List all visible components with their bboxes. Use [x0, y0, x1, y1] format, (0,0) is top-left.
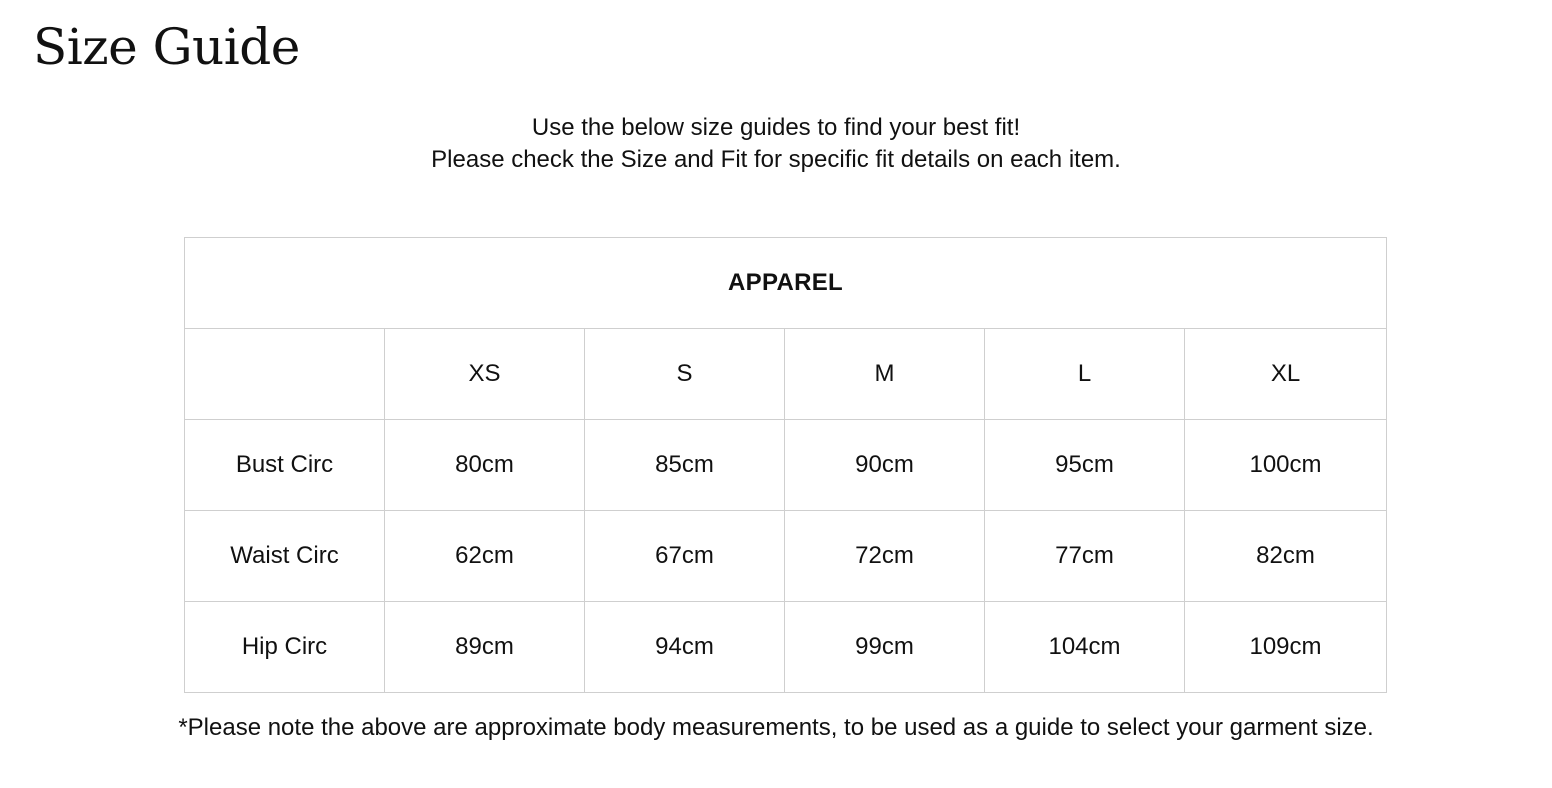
table-cell: 99cm [785, 602, 985, 693]
table-heading-row [185, 238, 1387, 329]
size-header-s: S [585, 329, 785, 420]
table-cell: 94cm [585, 602, 785, 693]
table-cell: 62cm [385, 511, 585, 602]
corner-cell [185, 329, 385, 420]
table-row [185, 511, 1387, 602]
table-cell: 95cm [985, 420, 1185, 511]
row-label: Bust Circ [185, 420, 385, 511]
table-row [185, 420, 1387, 511]
size-header-m: M [785, 329, 985, 420]
row-label: Waist Circ [185, 511, 385, 602]
table-cell: 72cm [785, 511, 985, 602]
table-cell: 89cm [385, 602, 585, 693]
table-cell: 90cm [785, 420, 985, 511]
table-cell: 85cm [585, 420, 785, 511]
table-cell: 82cm [1185, 511, 1387, 602]
table-cell: 80cm [385, 420, 585, 511]
table-cell: 104cm [985, 602, 1185, 693]
intro-text [0, 112, 1552, 176]
table-cell: 100cm [1185, 420, 1387, 511]
row-label: Hip Circ [185, 602, 385, 693]
intro-line-2: Please check the Size and Fit for specific fit details on each item. [431, 146, 1121, 173]
table-cell: 109cm [1185, 602, 1387, 693]
size-header-xl: XL [1185, 329, 1387, 420]
size-header-row [185, 329, 1387, 420]
footnote: *Please note the above are approximate body measurements, to be used as a guide to select your garment size. [178, 714, 1374, 741]
table-cell: 77cm [985, 511, 1185, 602]
intro-line-1: Use the below size guides to find your best fit! [531, 114, 1021, 141]
table-heading: APPAREL [185, 238, 1387, 329]
table-row [185, 602, 1387, 693]
table-cell: 67cm [585, 511, 785, 602]
apparel-size-table [184, 237, 1387, 693]
size-header-xs: XS [385, 329, 585, 420]
size-header-l: L [985, 329, 1185, 420]
page-title: Size Guide [33, 18, 300, 76]
